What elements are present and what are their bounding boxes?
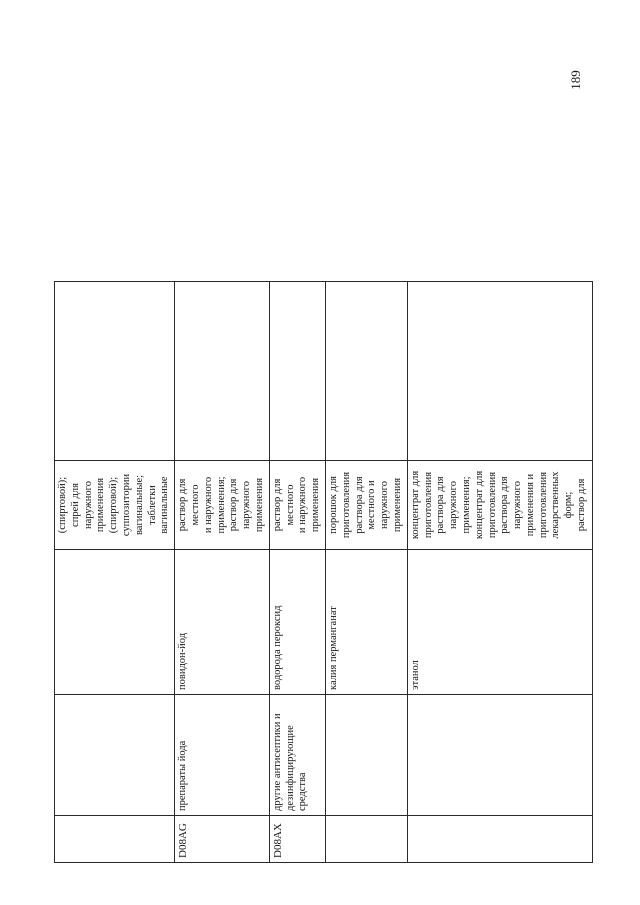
inn-cell: повидон-йод — [175, 550, 270, 695]
atc-code-cell — [325, 816, 407, 863]
empty-cell — [55, 282, 175, 461]
atc-code-cell — [407, 816, 592, 863]
form-line: применения — [310, 477, 322, 533]
form-line: приготовления — [537, 471, 549, 539]
group-line: другие антисептики и — [271, 713, 283, 811]
inn-cell — [55, 550, 175, 695]
dosage-form-cell — [407, 461, 592, 550]
atc-code-cell — [55, 816, 175, 863]
group-cell — [55, 695, 175, 816]
form-line: порошок для — [327, 476, 339, 534]
form-line: концентрат для — [473, 470, 485, 540]
form-line: раствор для местного — [177, 478, 201, 532]
rotated-table-container — [54, 323, 588, 863]
form-line: приготовления — [486, 471, 498, 539]
form-line: раствора для — [435, 476, 447, 534]
form-line: (спиртовой); — [108, 476, 120, 534]
form-line: вагинальные; — [133, 474, 145, 536]
page-number — [566, 60, 586, 100]
form-line: суппозитории — [120, 473, 132, 537]
inn-cell: этанол — [407, 550, 592, 695]
table-row — [55, 282, 175, 863]
form-line: и наружного — [202, 476, 214, 534]
form-line: наружного — [512, 481, 524, 529]
form-line: спрей для наружного — [69, 481, 94, 529]
form-line: таблетки вагинальные — [146, 476, 171, 534]
form-line: раствора для — [499, 476, 511, 534]
group-cell: препараты йода — [175, 695, 270, 816]
dosage-form-cell — [175, 461, 270, 550]
form-line: раствор для — [228, 478, 240, 532]
table-row — [407, 282, 592, 863]
form-line: приготовления — [340, 471, 352, 539]
form-line: местного и наружного — [366, 480, 391, 530]
form-line: раствор для — [576, 478, 588, 532]
form-line: концентрат для — [409, 470, 421, 540]
table-row — [269, 282, 325, 863]
form-line: лекарственных форм; — [550, 471, 575, 539]
form-line: раствор для местного — [271, 478, 296, 532]
table-row — [325, 282, 407, 863]
form-line: применения и — [524, 473, 536, 537]
inn-cell: калия перманганат — [325, 550, 407, 695]
dosage-form-cell — [55, 461, 175, 550]
form-line: применения — [95, 477, 107, 533]
inn-cell: водорода пероксид — [269, 550, 325, 695]
empty-cell — [407, 282, 592, 461]
drug-classification-table — [54, 281, 593, 863]
dosage-form-cell — [269, 461, 325, 550]
empty-cell — [269, 282, 325, 461]
empty-cell — [175, 282, 270, 461]
dosage-form-cell — [325, 461, 407, 550]
group-cell — [325, 695, 407, 816]
form-line: и наружного — [297, 476, 309, 534]
empty-cell — [325, 282, 407, 461]
form-line: применения; — [460, 476, 472, 534]
form-line: приготовления — [422, 471, 434, 539]
table-row — [175, 282, 270, 863]
form-line: применения — [253, 477, 265, 533]
form-line: применения — [391, 477, 403, 533]
form-line: применения; — [215, 476, 227, 534]
form-line: (спиртовой); — [57, 476, 68, 534]
group-cell — [407, 695, 592, 816]
group-line: средства — [297, 772, 309, 811]
form-line: раствора для — [353, 476, 365, 534]
atc-code-cell: D08AG — [175, 816, 270, 863]
page-number-text: 189 — [568, 70, 583, 90]
form-line: наружного — [448, 481, 460, 529]
form-line: наружного — [241, 481, 253, 529]
group-cell — [269, 695, 325, 816]
atc-code-cell: D08AX — [269, 816, 325, 863]
group-line: дезинфицирующие — [284, 725, 296, 811]
